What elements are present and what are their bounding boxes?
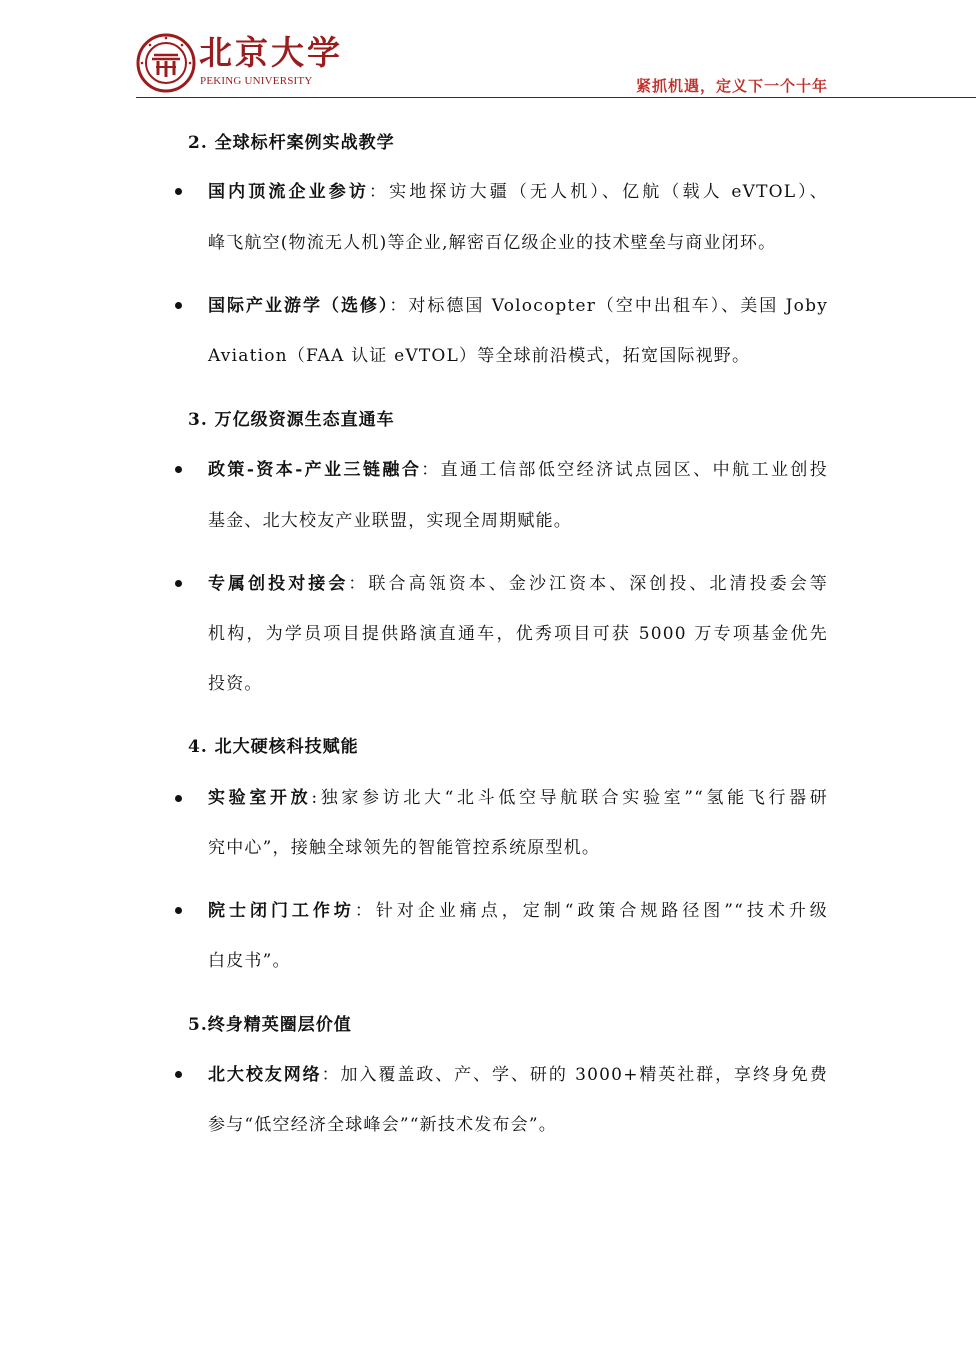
item-term: 北大校友网络: [208, 1065, 322, 1085]
item-line: Aviation（FAA 认证 eVTOL）等全球前沿模式，拓宽国际视野。: [208, 346, 751, 366]
item-text: ：针对企业痛点，定制“政策合规路径图”“技术升级: [354, 901, 828, 921]
item-text: ：联合高瓴资本、金沙江资本、深创投、北清投委会等: [348, 574, 828, 594]
item-term: 政策-资本-产业三链融合: [208, 460, 422, 480]
item-text: :独家参访北大“北斗低空导航联合实验室”“氢能飞行器研: [311, 788, 829, 808]
bullet-icon: [175, 466, 182, 473]
brand-english-name: PEKING UNIVERSITY: [200, 75, 313, 87]
item-line: 究中心”，接触全球领先的智能管控系统原型机。: [208, 838, 601, 858]
item-line: 基金、北大校友产业联盟，实现全周期赋能。: [208, 511, 572, 531]
item-line: [208, 458, 828, 482]
item-line: [208, 786, 828, 810]
brand-chinese-name: 北京大学: [199, 33, 343, 72]
item-line: 参与“低空经济全球峰会”“新技术发布会”。: [208, 1115, 557, 1135]
item-text: ：直通工信部低空经济试点园区、中航工业创投: [421, 460, 828, 480]
item-term: 国内顶流企业参访: [208, 182, 370, 202]
item-text: ：实地探访大疆（无人机）、亿航（载人 eVTOL）、: [369, 182, 828, 202]
item-line: [208, 294, 828, 318]
bullet-icon: [175, 188, 182, 195]
item-line: [208, 180, 828, 204]
item-line: 白皮书”。: [208, 951, 291, 971]
section-heading: 3. 万亿级资源生态直通车: [188, 410, 395, 430]
section-heading: 2. 全球标杆案例实战教学: [188, 133, 395, 153]
section-heading: 4. 北大硬核科技赋能: [188, 737, 359, 757]
section-heading: 5.终身精英圈层价值: [188, 1015, 352, 1035]
bullet-icon: [175, 907, 182, 914]
item-line: 峰飞航空(物流无人机)等企业,解密百亿级企业的技术壁垒与商业闭环。: [208, 233, 777, 253]
item-line: [208, 1063, 828, 1087]
item-term: 实验室开放: [208, 788, 312, 808]
item-line: [208, 899, 828, 923]
page-header: [0, 0, 976, 100]
item-line: 投资。: [208, 674, 263, 694]
bullet-icon: [175, 302, 182, 309]
item-text: ：加入覆盖政、产、学、研的 3000+精英社群，享终身免费: [321, 1065, 828, 1085]
item-line: 机构，为学员项目提供路演直通车，优秀项目可获 5000 万专项基金优先: [208, 624, 828, 644]
item-text: ：对标德国 Volocopter（空中出租车）、美国 Joby: [389, 296, 828, 316]
header-divider: [136, 97, 976, 98]
item-line: [208, 572, 828, 596]
item-term: 国际产业游学（选修）: [208, 296, 390, 316]
peking-university-seal-icon: [136, 33, 196, 93]
bullet-icon: [175, 1071, 182, 1078]
item-term: 院士闭门工作坊: [208, 901, 355, 921]
header-slogan: 紧抓机遇，定义下一个十年: [635, 77, 828, 95]
item-term: 专属创投对接会: [208, 574, 349, 594]
bullet-icon: [175, 795, 182, 802]
bullet-icon: [175, 580, 182, 587]
